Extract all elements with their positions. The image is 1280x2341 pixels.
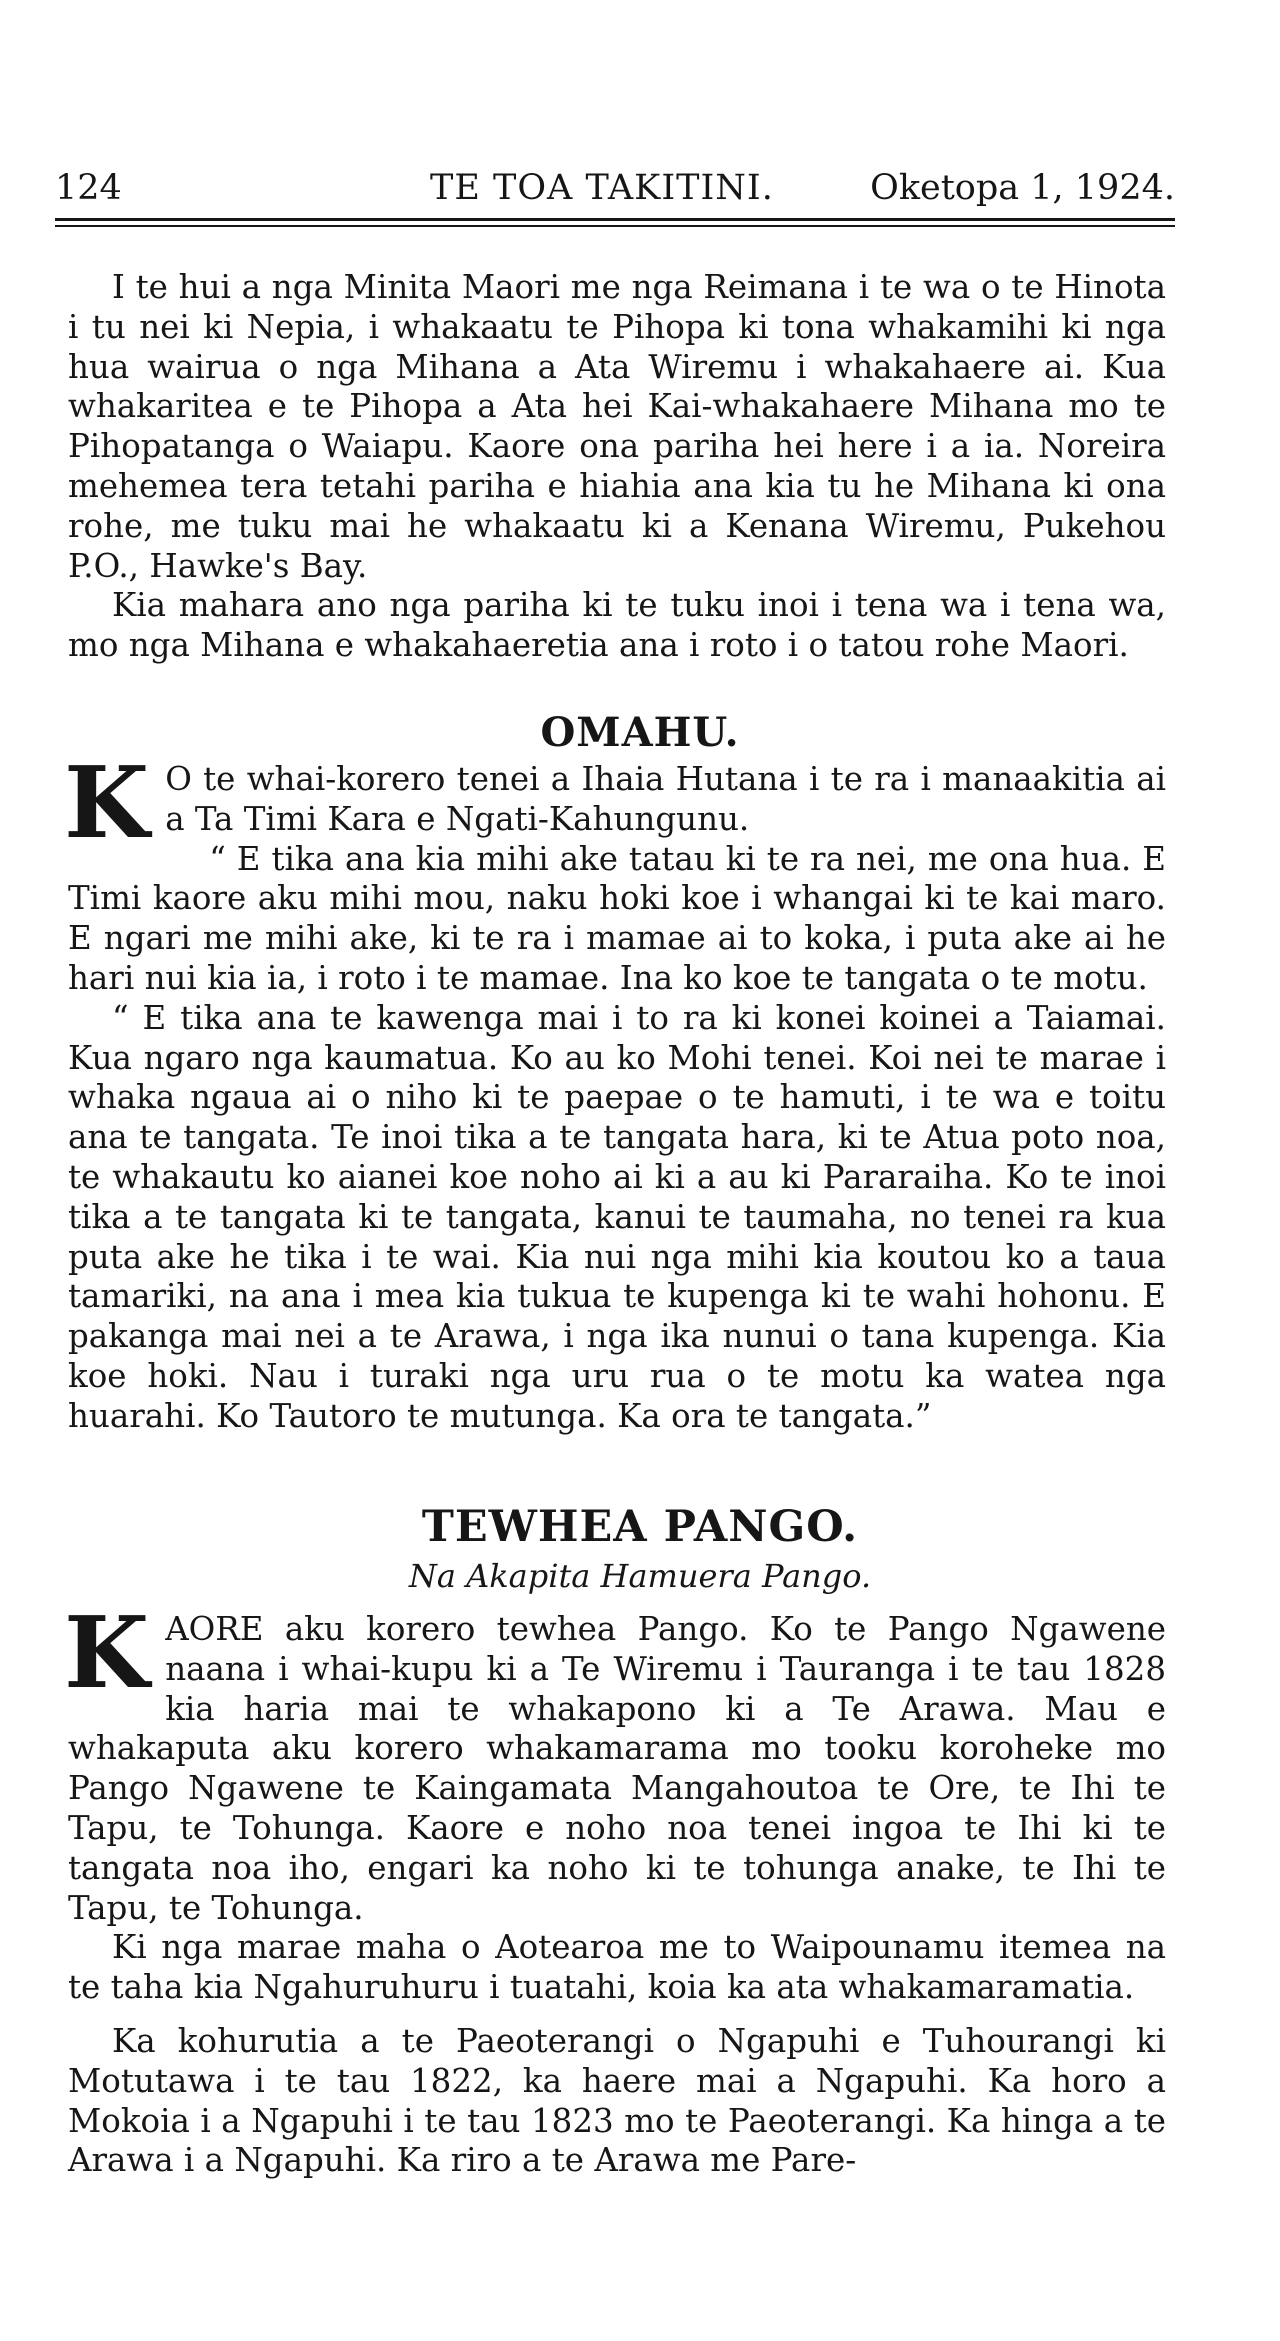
tewhea-pango-byline: Na Akapita Hamuera Pango. bbox=[408, 1557, 872, 1595]
omahu-paragraph-2: “ E tika ana kia mihi ake tatau ki te ra nei, me ona hua. E Timi kaore aku mihi mou, naku hoki koe i whangai ki te kai maro. E ngari me mihi ake, ki te ra i mamae ai to koka, i puta ake ai he hari nui kia ia, i roto i te mamae. Ina ko koe te tangata o te motu. bbox=[68, 839, 1166, 997]
omahu-paragraph-3: “ E tika ana te kawenga mai i to ra ki konei koinei a Taiamai. Kua ngaro nga kaumatua. Ko au ko Mohi tenei. Koi nei te marae i whaka ngaua ai o niho ki te paepae o te hamuti, i te wa e toitu ana te tangata. Te inoi tika a te tangata hara, ki te Atua poto noa, te whakautu ko aianei koe noho ai ki a au ki Pararaiha. Ko te inoi tika a te tangata ki te tangata, kanui te taumaha, no tenei ra kua puta ake he tika i te wai. Kia nui nga mihi kia koutou ko a taua tamariki, na ana i mea kia tukua te kupenga ki te wahi hohonu. E pakanga mai nei a te Arawa, i nga ika nunui o tana kupenga. Kia koe hoki. Nau i turaki nga uru rua o te motu ka watea nga huarahi. Ko Tautoro te mutunga. Ka ora te tangata.” bbox=[68, 998, 1166, 1435]
page-number: 124 bbox=[55, 168, 122, 208]
publication-title: TE TOA TAKITINI. bbox=[430, 168, 774, 208]
header-rule-top bbox=[55, 218, 1175, 221]
intro-paragraph-2: Kia mahara ano nga pariha ki te tuku inoi i tena wa i tena wa, mo nga Mihana e whakahaeretia ana i roto i o tatou rohe Maori. bbox=[68, 586, 1166, 665]
issue-date: Oketopa 1, 1924. bbox=[870, 168, 1175, 208]
header-rule-bottom bbox=[55, 225, 1175, 227]
intro-article bbox=[68, 268, 1166, 666]
tewhea-paragraph-1: AORE aku korero tewhea Pango. Ko te Pango Ngawene naana i whai-kupu ki a Te Wiremu i Tauranga i te tau 1828 kia haria mai te whakapono ki a Te Arawa. Mau e whakaputa aku korero whakamarama mo tooku koroheke mo Pango Ngawene te Kaingamata Mangahoutoa te Ore, te Ihi te Tapu, te Tohunga. Kaore e noho noa tenei ingoa te Ihi ki te tangata noa iho, engari ka noho ki te tohunga anake, te Ihi te Tapu, te Tohunga. bbox=[68, 1610, 1166, 1927]
tewhea-pango-article bbox=[64, 1596, 1166, 2181]
omahu-drop-cap: K bbox=[64, 746, 150, 861]
page-header bbox=[55, 166, 1175, 210]
tewhea-pango-heading: TEWHEA PANGO. bbox=[421, 1502, 859, 1552]
omahu-paragraph-1: O te whai-korero tenei a Ihaia Hutana i te ra i manaakitia ai a Ta Timi Kara e Ngati-Kahungunu. bbox=[165, 760, 1166, 838]
intro-paragraph-1: I te hui a nga Minita Maori me nga Reimana i te wa o te Hinota i tu nei ki Nepia, i whakaatu te Pihopa ki tona whakamihi ki nga hua wairua o nga Mihana a Ata Wiremu i whakahaere ai. Kua whakaritea e te Pihopa a Ata hei Kai-whakahaere Mihana mo te Pihopatanga o Waiapu. Kaore ona pariha hei here i a ia. Noreira mehemea tera tetahi pariha e hiahia ana kia tu he Mihana ki ona rohe, me tuku mai he whakaatu ki a Kenana Wiremu, Pukehou P.O., Hawke's Bay. bbox=[68, 268, 1166, 585]
omahu-heading: OMAHU. bbox=[540, 709, 740, 756]
tewhea-drop-cap: K bbox=[64, 1596, 150, 1711]
tewhea-paragraph-2: Ki nga marae maha o Aotearoa me to Waipounamu itemea na te taha kia Ngahuruhuru i tuatahi, koia ka ata whakamaramatia. bbox=[68, 1928, 1166, 2007]
tewhea-paragraph-3: Ka kohurutia a te Paeoterangi o Ngapuhi e Tuhourangi ki Motutawa i te tau 1822, ka haere mai a Ngapuhi. Ka horo a Mokoia i a Ngapuhi i te tau 1823 mo te Paeoterangi. Ka hinga a te Arawa i a Ngapuhi. Ka riro a te Arawa me Pare- bbox=[68, 2021, 1166, 2180]
omahu-article bbox=[64, 746, 1166, 1437]
